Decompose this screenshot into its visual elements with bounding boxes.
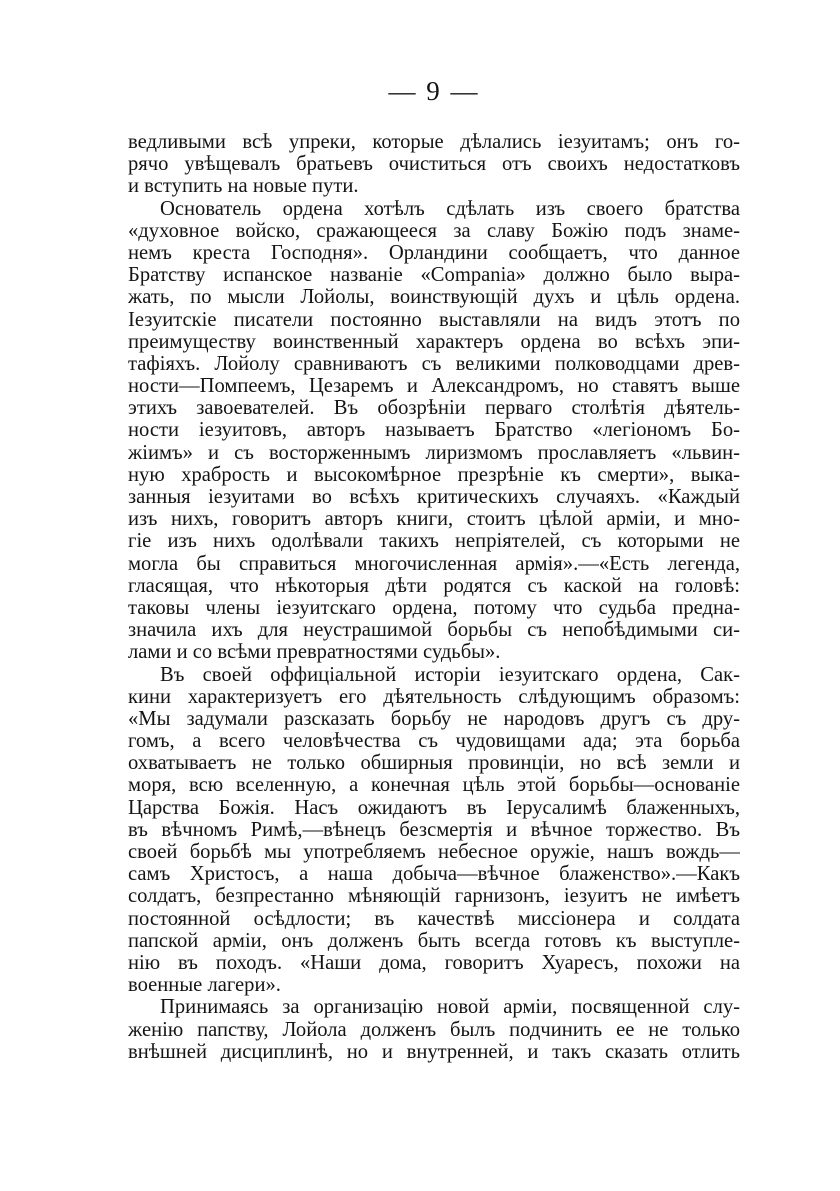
text-line: солдатъ, безпрестанно мѣняющій гарнизонъ, іезуитъ не имѣетъ <box>128 885 740 908</box>
paragraph <box>128 131 740 198</box>
text-line: немъ креста Господня». Орландини сообщаетъ, что данное <box>128 241 740 264</box>
text-line: Братству испанское названіе «Compania» должно было выра- <box>128 264 740 287</box>
text-line: и вступить на новые пути. <box>128 175 359 198</box>
text-line: Основатель ордена хотѣлъ сдѣлать изъ своего братства <box>160 197 740 220</box>
text-line: Принимаясь за организацію новой арміи, посвященной слу- <box>160 996 740 1019</box>
body-text <box>128 131 740 1063</box>
text-line: жать, по мысли Лойолы, воинствующій духъ и цѣль ордена. <box>128 286 740 309</box>
text-line: моря, всю вселенную, а конечная цѣль этой борьбы—основаніе <box>128 774 740 797</box>
text-line: жіимъ» и съ восторженнымъ лиризмомъ прославляетъ «львин- <box>128 441 740 464</box>
paragraph <box>128 996 740 1063</box>
text-line: Іезуитскіе писатели постоянно выставляли на видъ этотъ по <box>128 308 740 331</box>
text-line: рячо увѣщевалъ братьевъ очиститься отъ своихъ недостатковъ <box>128 153 740 176</box>
text-line: ную храбрость и высокомѣрное презрѣніе къ смерти», выка- <box>128 463 740 486</box>
text-line: гомъ, а всего человѣчества съ чудовищами ада; эта борьба <box>128 730 740 753</box>
text-line: лами и со всѣми превратностями судьбы». <box>128 641 501 664</box>
text-line: таковы члены іезуитскаго ордена, потому что судьба предна- <box>128 596 740 619</box>
text-line: женію папству, Лойола долженъ былъ подчинить ее не только <box>128 1018 740 1041</box>
text-line: значила ихъ для неустрашимой борьбы съ непобѣдимыми си- <box>128 619 740 642</box>
text-line: «Мы задумали разсказать борьбу не народовъ другъ съ дру- <box>128 707 740 730</box>
text-line: ведливыми всѣ упреки, которые дѣлались іезуитамъ; онъ го- <box>128 131 740 153</box>
text-line: своей борьбѣ мы употребляемъ небесное оружіе, нашъ вождь— <box>128 841 740 863</box>
text-line: «духовное войско, сражающееся за славу Божію подъ знаме- <box>128 219 740 242</box>
text-line: нію въ походъ. «Наши дома, говоритъ Хуаресъ, похожи на <box>128 951 740 974</box>
text-line: этихъ завоевателей. Въ обозрѣніи перваго столѣтія дѣятель- <box>128 397 740 420</box>
text-line: въ вѣчномъ Римѣ,—вѣнецъ безсмертія и вѣчное торжество. Въ <box>128 818 740 841</box>
text-line: могла бы справиться многочисленная армія».—«Есть легенда, <box>128 552 740 575</box>
text-line: занныя іезуитами во всѣхъ критическихъ случаяхъ. «Каждый <box>128 486 740 508</box>
text-line: папской арміи, онъ долженъ быть всегда готовъ къ выступле- <box>128 929 740 952</box>
text-line: кини характеризуетъ его дѣятельность слѣдующимъ образомъ: <box>128 685 740 708</box>
text-line: охватываетъ не только обширныя провинціи, но всѣ земли и <box>128 752 740 775</box>
text-line: самъ Христосъ, а наша добыча—вѣчное блаженство».—Какъ <box>128 863 740 886</box>
paragraph <box>128 664 740 997</box>
text-line: ности іезуитовъ, авторъ называетъ Братство «легіономъ Бо- <box>128 419 740 442</box>
text-line: изъ нихъ, говоритъ авторъ книги, стоитъ цѣлой арміи, и мно- <box>128 508 740 531</box>
text-line: постоянной осѣдлости; въ качествѣ миссіонера и солдата <box>128 907 740 930</box>
text-line: Царства Божія. Насъ ожидаютъ въ Іерусалимѣ блаженныхъ, <box>128 796 740 819</box>
text-line: военные лагери». <box>128 974 281 997</box>
text-line: гласящая, что нѣкоторыя дѣти родятся съ каской на головѣ: <box>128 574 740 597</box>
text-line: внѣшней дисциплинѣ, но и внутренней, и такъ сказать отлить <box>128 1040 740 1063</box>
text-line: гіе изъ нихъ одолѣвали такихъ непріятелей, съ которыми не <box>128 530 740 553</box>
paragraph <box>128 198 740 664</box>
text-line: тафіяхъ. Лойолу сравниваютъ съ великими полководцами древ- <box>128 352 740 375</box>
text-line: ности—Помпеемъ, Цезаремъ и Александромъ, но ставятъ выше <box>128 375 740 398</box>
text-line: Въ своей оффиціальной исторіи іезуитскаго ордена, Сак- <box>160 663 740 686</box>
page-number: — 9 — <box>388 76 480 106</box>
text-line: преимуществу воинственный характеръ ордена во всѣхъ эпи- <box>128 330 740 353</box>
